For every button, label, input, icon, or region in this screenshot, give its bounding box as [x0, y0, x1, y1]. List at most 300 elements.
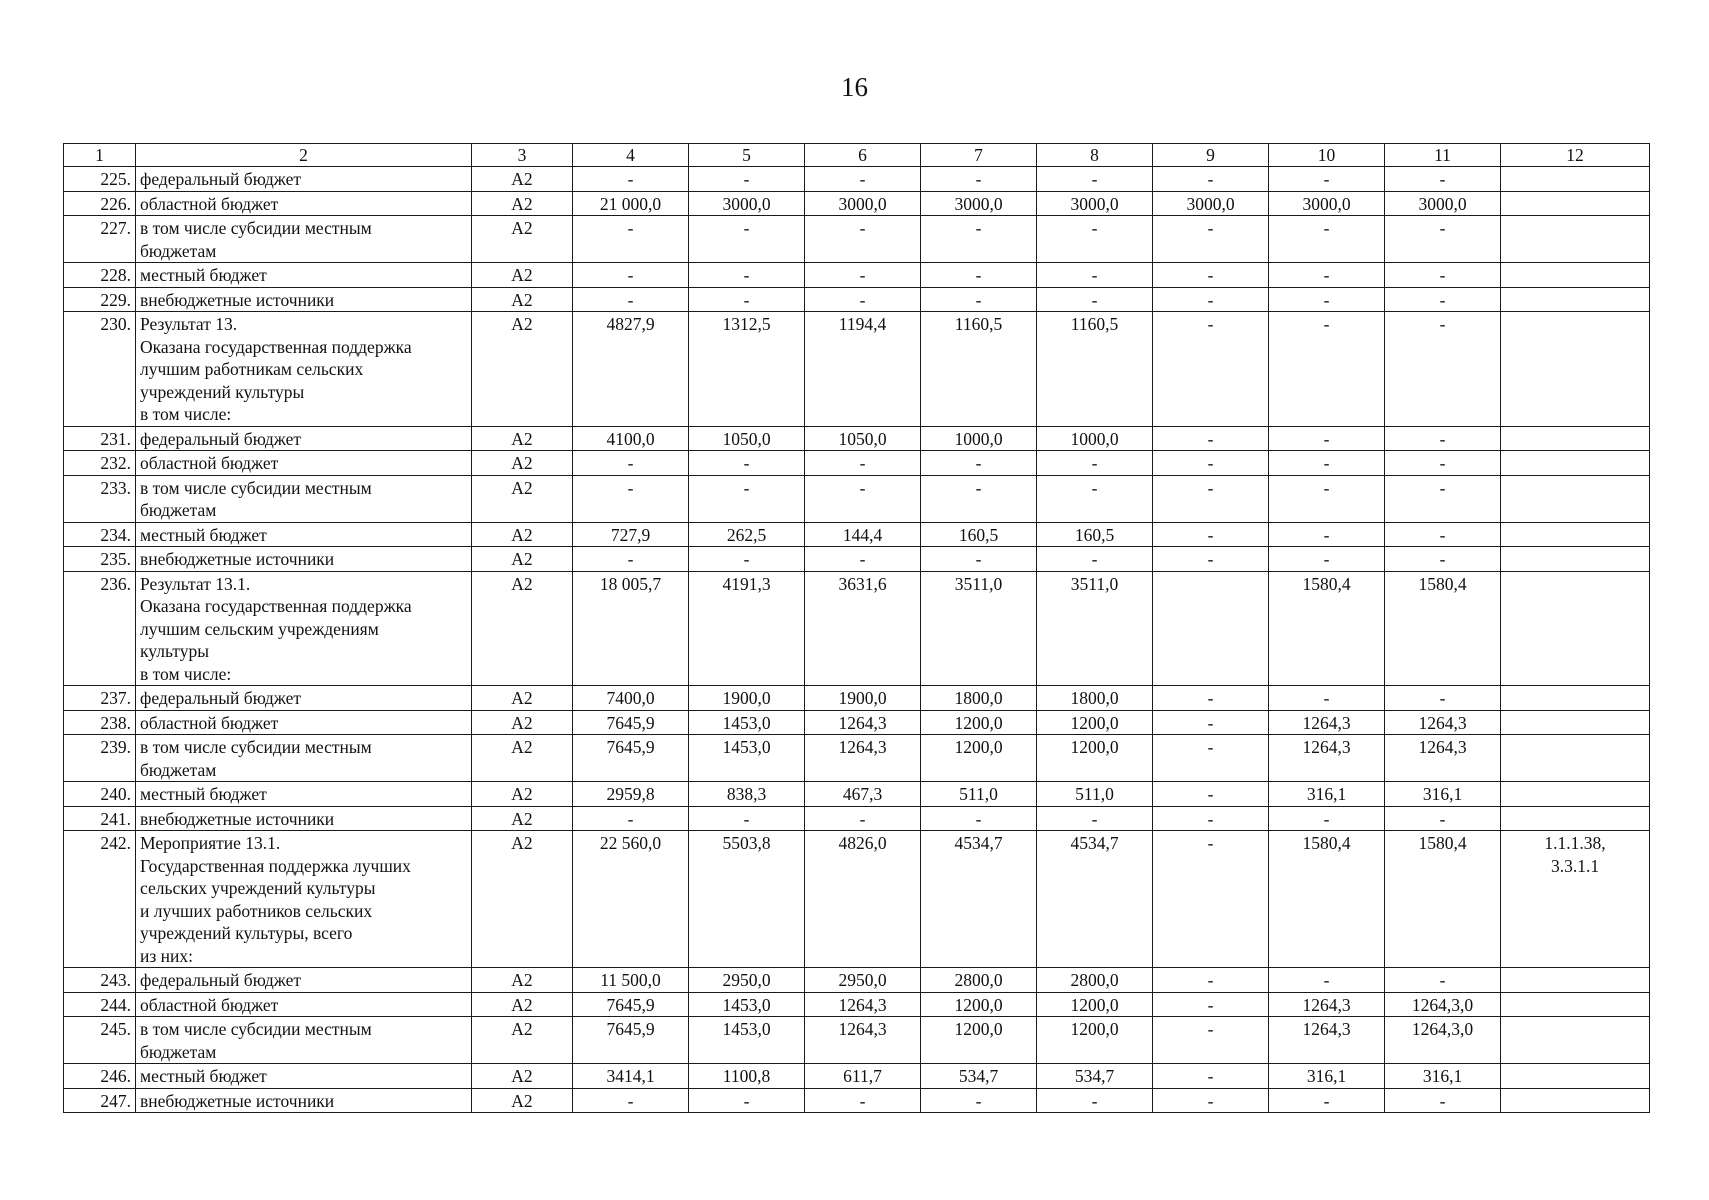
- value-cell: 4534,7: [921, 831, 1037, 968]
- value-cell: -: [1385, 968, 1501, 993]
- value-cell: 7645,9: [573, 710, 689, 735]
- row-number-cell: 237.: [64, 686, 136, 711]
- description-cell: областной бюджет: [136, 710, 472, 735]
- value-cell: -: [921, 1088, 1037, 1113]
- table-row: [64, 1017, 1650, 1064]
- value-cell: 3511,0: [1037, 571, 1153, 686]
- code-cell: А2: [472, 475, 573, 522]
- value-cell: -: [1385, 451, 1501, 476]
- value-cell: 3000,0: [921, 191, 1037, 216]
- value-cell: 1200,0: [921, 735, 1037, 782]
- value-cell: -: [1269, 686, 1385, 711]
- value-cell: -: [1153, 287, 1269, 312]
- reference-cell: [1501, 992, 1650, 1017]
- reference-cell: [1501, 475, 1650, 522]
- value-cell: -: [921, 263, 1037, 288]
- value-cell: -: [921, 451, 1037, 476]
- value-cell: -: [1153, 167, 1269, 192]
- description-cell: в том числе субсидии местным бюджетам: [136, 735, 472, 782]
- value-cell: -: [573, 451, 689, 476]
- description-cell: областной бюджет: [136, 451, 472, 476]
- value-cell: -: [1269, 312, 1385, 427]
- row-number-cell: 235.: [64, 547, 136, 572]
- value-cell: -: [805, 475, 921, 522]
- value-cell: 1200,0: [1037, 992, 1153, 1017]
- value-cell: 1264,3: [1385, 735, 1501, 782]
- value-cell: -: [1037, 475, 1153, 522]
- value-cell: 1580,4: [1269, 831, 1385, 968]
- code-cell: А2: [472, 782, 573, 807]
- value-cell: -: [1153, 686, 1269, 711]
- value-cell: 1050,0: [805, 426, 921, 451]
- value-cell: 534,7: [921, 1064, 1037, 1089]
- table-row: [64, 710, 1650, 735]
- value-cell: -: [1153, 1017, 1269, 1064]
- value-cell: 534,7: [1037, 1064, 1153, 1089]
- table-row: [64, 992, 1650, 1017]
- value-cell: 3631,6: [805, 571, 921, 686]
- description-cell: областной бюджет: [136, 191, 472, 216]
- code-cell: А2: [472, 426, 573, 451]
- table-row: [64, 735, 1650, 782]
- value-cell: -: [1385, 426, 1501, 451]
- row-number-cell: 233.: [64, 475, 136, 522]
- code-cell: А2: [472, 167, 573, 192]
- value-cell: 7400,0: [573, 686, 689, 711]
- value-cell: -: [805, 216, 921, 263]
- reference-cell: [1501, 710, 1650, 735]
- description-cell: местный бюджет: [136, 1064, 472, 1089]
- description-cell: внебюджетные источники: [136, 547, 472, 572]
- value-cell: -: [1385, 475, 1501, 522]
- value-cell: 1800,0: [1037, 686, 1153, 711]
- value-cell: 1264,3: [1269, 735, 1385, 782]
- value-cell: 4827,9: [573, 312, 689, 427]
- value-cell: -: [1153, 831, 1269, 968]
- header-cell: 6: [805, 144, 921, 167]
- value-cell: 1194,4: [805, 312, 921, 427]
- value-cell: [1153, 571, 1269, 686]
- value-cell: -: [1385, 1088, 1501, 1113]
- description-cell: федеральный бюджет: [136, 686, 472, 711]
- value-cell: 1264,3: [805, 1017, 921, 1064]
- value-cell: -: [805, 547, 921, 572]
- header-cell: 2: [136, 144, 472, 167]
- code-cell: А2: [472, 547, 573, 572]
- row-number-cell: 236.: [64, 571, 136, 686]
- value-cell: 7645,9: [573, 992, 689, 1017]
- code-cell: А2: [472, 710, 573, 735]
- value-cell: 4534,7: [1037, 831, 1153, 968]
- value-cell: 11 500,0: [573, 968, 689, 993]
- reference-cell: [1501, 547, 1650, 572]
- value-cell: 4191,3: [689, 571, 805, 686]
- code-cell: А2: [472, 451, 573, 476]
- value-cell: -: [689, 287, 805, 312]
- reference-cell: [1501, 968, 1650, 993]
- value-cell: -: [1269, 968, 1385, 993]
- value-cell: -: [1385, 216, 1501, 263]
- value-cell: -: [1153, 710, 1269, 735]
- value-cell: -: [689, 263, 805, 288]
- value-cell: 1453,0: [689, 735, 805, 782]
- code-cell: А2: [472, 686, 573, 711]
- header-cell: 12: [1501, 144, 1650, 167]
- value-cell: 1264,3: [805, 992, 921, 1017]
- value-cell: -: [1153, 426, 1269, 451]
- value-cell: 1264,3: [1269, 1017, 1385, 1064]
- row-number-cell: 230.: [64, 312, 136, 427]
- value-cell: -: [805, 1088, 921, 1113]
- value-cell: -: [1269, 1088, 1385, 1113]
- value-cell: -: [805, 806, 921, 831]
- value-cell: -: [1385, 806, 1501, 831]
- table-row: [64, 287, 1650, 312]
- value-cell: -: [689, 216, 805, 263]
- value-cell: 4826,0: [805, 831, 921, 968]
- value-cell: 1900,0: [805, 686, 921, 711]
- value-cell: 3000,0: [1269, 191, 1385, 216]
- value-cell: -: [573, 547, 689, 572]
- value-cell: 1160,5: [1037, 312, 1153, 427]
- row-number-cell: 226.: [64, 191, 136, 216]
- value-cell: -: [1385, 287, 1501, 312]
- table-row: [64, 782, 1650, 807]
- table-row: [64, 191, 1650, 216]
- table-row: [64, 475, 1650, 522]
- value-cell: -: [1153, 451, 1269, 476]
- header-cell: 10: [1269, 144, 1385, 167]
- value-cell: 3414,1: [573, 1064, 689, 1089]
- page-number: 16: [841, 72, 868, 102]
- value-cell: 1264,3: [805, 735, 921, 782]
- value-cell: -: [1269, 287, 1385, 312]
- value-cell: -: [921, 475, 1037, 522]
- value-cell: -: [1385, 167, 1501, 192]
- table-body: [64, 144, 1650, 1113]
- reference-cell: [1501, 426, 1650, 451]
- value-cell: 7645,9: [573, 735, 689, 782]
- table-row: [64, 806, 1650, 831]
- description-cell: в том числе субсидии местным бюджетам: [136, 1017, 472, 1064]
- description-cell: федеральный бюджет: [136, 426, 472, 451]
- value-cell: -: [921, 806, 1037, 831]
- value-cell: -: [1153, 1088, 1269, 1113]
- reference-cell: [1501, 735, 1650, 782]
- reference-cell: [1501, 806, 1650, 831]
- value-cell: -: [573, 167, 689, 192]
- header-row: [64, 144, 1650, 167]
- value-cell: 1200,0: [1037, 735, 1153, 782]
- value-cell: -: [1269, 522, 1385, 547]
- reference-cell: [1501, 1088, 1650, 1113]
- value-cell: 1800,0: [921, 686, 1037, 711]
- value-cell: -: [1037, 216, 1153, 263]
- value-cell: 727,9: [573, 522, 689, 547]
- value-cell: 1580,4: [1385, 831, 1501, 968]
- description-cell: Мероприятие 13.1. Государственная поддержка лучших сельских учреждений культуры и лучших работников сельских учреждений культуры, всего из них:: [136, 831, 472, 968]
- description-cell: внебюджетные источники: [136, 1088, 472, 1113]
- value-cell: -: [1037, 1088, 1153, 1113]
- value-cell: -: [921, 216, 1037, 263]
- table-row: [64, 1088, 1650, 1113]
- value-cell: 3000,0: [1385, 191, 1501, 216]
- code-cell: А2: [472, 831, 573, 968]
- value-cell: 511,0: [921, 782, 1037, 807]
- value-cell: -: [1153, 216, 1269, 263]
- value-cell: 2800,0: [921, 968, 1037, 993]
- code-cell: А2: [472, 287, 573, 312]
- reference-cell: [1501, 522, 1650, 547]
- code-cell: А2: [472, 1017, 573, 1064]
- value-cell: -: [921, 167, 1037, 192]
- value-cell: 3000,0: [689, 191, 805, 216]
- value-cell: -: [1385, 686, 1501, 711]
- value-cell: -: [689, 1088, 805, 1113]
- description-cell: местный бюджет: [136, 782, 472, 807]
- reference-cell: [1501, 263, 1650, 288]
- value-cell: 2950,0: [805, 968, 921, 993]
- value-cell: -: [1153, 968, 1269, 993]
- value-cell: 5503,8: [689, 831, 805, 968]
- reference-cell: [1501, 1064, 1650, 1089]
- reference-cell: [1501, 571, 1650, 686]
- header-cell: 3: [472, 144, 573, 167]
- row-number-cell: 225.: [64, 167, 136, 192]
- value-cell: 467,3: [805, 782, 921, 807]
- value-cell: -: [573, 806, 689, 831]
- value-cell: 1264,3: [1385, 710, 1501, 735]
- table-row: [64, 547, 1650, 572]
- value-cell: -: [1153, 735, 1269, 782]
- value-cell: 21 000,0: [573, 191, 689, 216]
- description-cell: областной бюджет: [136, 992, 472, 1017]
- reference-cell: [1501, 167, 1650, 192]
- value-cell: -: [805, 287, 921, 312]
- code-cell: А2: [472, 968, 573, 993]
- value-cell: -: [805, 167, 921, 192]
- row-number-cell: 239.: [64, 735, 136, 782]
- description-cell: местный бюджет: [136, 522, 472, 547]
- value-cell: -: [573, 263, 689, 288]
- header-cell: 11: [1385, 144, 1501, 167]
- value-cell: -: [1269, 263, 1385, 288]
- code-cell: А2: [472, 806, 573, 831]
- row-number-cell: 227.: [64, 216, 136, 263]
- description-cell: в том числе субсидии местным бюджетам: [136, 475, 472, 522]
- value-cell: -: [1385, 312, 1501, 427]
- value-cell: 22 560,0: [573, 831, 689, 968]
- table-row: [64, 167, 1650, 192]
- value-cell: -: [1153, 806, 1269, 831]
- value-cell: -: [1037, 451, 1153, 476]
- value-cell: 2800,0: [1037, 968, 1153, 993]
- value-cell: -: [1385, 522, 1501, 547]
- row-number-cell: 232.: [64, 451, 136, 476]
- code-cell: А2: [472, 263, 573, 288]
- reference-cell: 1.1.1.38, 3.3.1.1: [1501, 831, 1650, 968]
- row-number-cell: 243.: [64, 968, 136, 993]
- code-cell: А2: [472, 735, 573, 782]
- value-cell: 1200,0: [1037, 1017, 1153, 1064]
- value-cell: -: [805, 263, 921, 288]
- table-row: [64, 312, 1650, 427]
- value-cell: -: [1153, 782, 1269, 807]
- code-cell: А2: [472, 571, 573, 686]
- reference-cell: [1501, 451, 1650, 476]
- value-cell: 838,3: [689, 782, 805, 807]
- value-cell: -: [573, 1088, 689, 1113]
- value-cell: 1580,4: [1385, 571, 1501, 686]
- value-cell: 1580,4: [1269, 571, 1385, 686]
- value-cell: -: [1269, 451, 1385, 476]
- reference-cell: [1501, 312, 1650, 427]
- value-cell: 2959,8: [573, 782, 689, 807]
- value-cell: -: [1153, 547, 1269, 572]
- value-cell: -: [1269, 475, 1385, 522]
- value-cell: 262,5: [689, 522, 805, 547]
- description-cell: Результат 13. Оказана государственная поддержка лучшим работникам сельских учреждений культуры в том числе:: [136, 312, 472, 427]
- value-cell: 1312,5: [689, 312, 805, 427]
- value-cell: -: [1153, 1064, 1269, 1089]
- value-cell: 1100,8: [689, 1064, 805, 1089]
- value-cell: 3000,0: [1037, 191, 1153, 216]
- value-cell: -: [921, 547, 1037, 572]
- row-number-cell: 238.: [64, 710, 136, 735]
- value-cell: -: [1037, 263, 1153, 288]
- value-cell: -: [1269, 216, 1385, 263]
- value-cell: -: [1269, 167, 1385, 192]
- row-number-cell: 245.: [64, 1017, 136, 1064]
- value-cell: 1200,0: [921, 710, 1037, 735]
- code-cell: А2: [472, 1088, 573, 1113]
- table-row: [64, 571, 1650, 686]
- value-cell: 160,5: [921, 522, 1037, 547]
- value-cell: -: [689, 475, 805, 522]
- header-cell: 9: [1153, 144, 1269, 167]
- reference-cell: [1501, 782, 1650, 807]
- table-row: [64, 263, 1650, 288]
- value-cell: -: [1037, 167, 1153, 192]
- table-row: [64, 686, 1650, 711]
- header-cell: 4: [573, 144, 689, 167]
- description-cell: внебюджетные источники: [136, 806, 472, 831]
- value-cell: 144,4: [805, 522, 921, 547]
- value-cell: -: [1153, 992, 1269, 1017]
- code-cell: А2: [472, 312, 573, 427]
- value-cell: -: [1269, 547, 1385, 572]
- row-number-cell: 231.: [64, 426, 136, 451]
- value-cell: 1264,3,0: [1385, 992, 1501, 1017]
- value-cell: 316,1: [1385, 1064, 1501, 1089]
- value-cell: -: [1385, 547, 1501, 572]
- table-row: [64, 216, 1650, 263]
- reference-cell: [1501, 191, 1650, 216]
- code-cell: А2: [472, 1064, 573, 1089]
- value-cell: -: [689, 167, 805, 192]
- value-cell: 18 005,7: [573, 571, 689, 686]
- description-cell: внебюджетные источники: [136, 287, 472, 312]
- description-cell: в том числе субсидии местным бюджетам: [136, 216, 472, 263]
- code-cell: А2: [472, 191, 573, 216]
- row-number-cell: 234.: [64, 522, 136, 547]
- value-cell: 1453,0: [689, 710, 805, 735]
- value-cell: 1264,3: [1269, 992, 1385, 1017]
- value-cell: 511,0: [1037, 782, 1153, 807]
- reference-cell: [1501, 686, 1650, 711]
- value-cell: 1160,5: [921, 312, 1037, 427]
- value-cell: -: [689, 451, 805, 476]
- value-cell: 1264,3: [1269, 710, 1385, 735]
- value-cell: 1000,0: [1037, 426, 1153, 451]
- value-cell: 1453,0: [689, 1017, 805, 1064]
- header-cell: 7: [921, 144, 1037, 167]
- description-cell: федеральный бюджет: [136, 968, 472, 993]
- row-number-cell: 240.: [64, 782, 136, 807]
- code-cell: А2: [472, 522, 573, 547]
- value-cell: -: [573, 475, 689, 522]
- table-row: [64, 1064, 1650, 1089]
- value-cell: 316,1: [1269, 1064, 1385, 1089]
- value-cell: -: [1153, 475, 1269, 522]
- value-cell: 1000,0: [921, 426, 1037, 451]
- row-number-cell: 247.: [64, 1088, 136, 1113]
- value-cell: -: [1037, 806, 1153, 831]
- table-row: [64, 426, 1650, 451]
- value-cell: 2950,0: [689, 968, 805, 993]
- value-cell: 4100,0: [573, 426, 689, 451]
- reference-cell: [1501, 1017, 1650, 1064]
- value-cell: -: [1269, 806, 1385, 831]
- value-cell: -: [805, 451, 921, 476]
- value-cell: 1200,0: [921, 1017, 1037, 1064]
- reference-cell: [1501, 216, 1650, 263]
- row-number-cell: 246.: [64, 1064, 136, 1089]
- table-row: [64, 968, 1650, 993]
- value-cell: 3000,0: [805, 191, 921, 216]
- row-number-cell: 242.: [64, 831, 136, 968]
- row-number-cell: 228.: [64, 263, 136, 288]
- value-cell: 1900,0: [689, 686, 805, 711]
- value-cell: 1200,0: [1037, 710, 1153, 735]
- header-cell: 5: [689, 144, 805, 167]
- value-cell: -: [1153, 522, 1269, 547]
- value-cell: -: [1037, 287, 1153, 312]
- value-cell: -: [573, 216, 689, 263]
- value-cell: -: [1269, 426, 1385, 451]
- budget-table: [63, 143, 1650, 1113]
- table-row: [64, 522, 1650, 547]
- value-cell: 1200,0: [921, 992, 1037, 1017]
- description-cell: Результат 13.1. Оказана государственная поддержка лучшим сельским учреждениям культуры в том числе:: [136, 571, 472, 686]
- code-cell: А2: [472, 216, 573, 263]
- value-cell: 3511,0: [921, 571, 1037, 686]
- row-number-cell: 244.: [64, 992, 136, 1017]
- value-cell: -: [921, 287, 1037, 312]
- header-cell: 8: [1037, 144, 1153, 167]
- value-cell: 1264,3,0: [1385, 1017, 1501, 1064]
- value-cell: -: [689, 547, 805, 572]
- value-cell: -: [1153, 263, 1269, 288]
- value-cell: 316,1: [1385, 782, 1501, 807]
- value-cell: 1264,3: [805, 710, 921, 735]
- value-cell: 3000,0: [1153, 191, 1269, 216]
- header-cell: 1: [64, 144, 136, 167]
- description-cell: федеральный бюджет: [136, 167, 472, 192]
- reference-cell: [1501, 287, 1650, 312]
- value-cell: -: [1153, 312, 1269, 427]
- description-cell: местный бюджет: [136, 263, 472, 288]
